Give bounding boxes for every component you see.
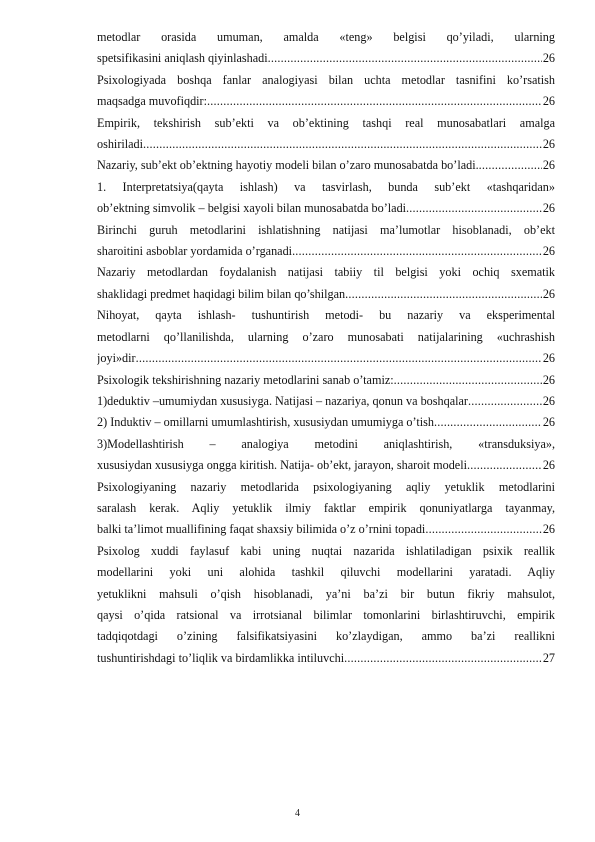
toc-entry-last-line (97, 348, 555, 369)
toc-page-number: 26 (542, 522, 555, 537)
toc-entry-text-line: saralash kerak. Aqliy yetuklik ilmiy faktlar empirik qonuniyatlarga tayanmay, (97, 500, 555, 515)
toc-entry-text-line: 3)Modellashtirish – analogiya metodini aniqlashtirish, «transduksiya», (97, 436, 555, 451)
toc-entry-text-line: spetsifikasini aniqlash qiyinlashadi (97, 51, 268, 66)
toc-entry-text-line: xususiydan xususiyga ongga kiritish. Natija- ob’ekt, jarayon, sharoit modeli (97, 458, 467, 473)
dot-leader (467, 455, 542, 476)
toc-entry-last-line (97, 155, 555, 176)
page-number: 4 (295, 808, 300, 819)
toc-entry-last-line (97, 519, 555, 540)
toc-entry-text-line: yetuklikni mahsuli o’qish hisoblanadi, ya’ni ba’zi bir butun fikriy mahsulot, (97, 586, 555, 601)
toc-entry-text-line: Psixologiyada boshqa fanlar analogiyasi bilan uchta metodlar tasnifini ko’rsatish (97, 72, 555, 87)
toc-page-number: 27 (542, 650, 555, 665)
toc-entry[interactable] (97, 262, 555, 305)
toc-entry-last-line (97, 370, 555, 391)
toc-entry-text-line: sharoitini asboblar yordamida o’rganadi (97, 244, 293, 259)
toc-entry[interactable] (97, 477, 555, 541)
toc-entry[interactable] (97, 70, 555, 113)
toc-entry-text-line: Psixologik tekshirishning nazariy metodlarini sanab o’tamiz: (97, 372, 394, 387)
toc-entry-text-line: tushuntirishdagi to’liqlik va birdamlikka intiluvchi (97, 650, 345, 665)
toc-page-number: 26 (542, 51, 555, 66)
toc-entry-text-line: metodlarni qo’llanilishda, ularning o’zaro munosabati natijalarining «uchrashish (97, 329, 555, 344)
toc-entry[interactable] (97, 434, 555, 477)
dot-leader (468, 391, 542, 412)
toc-page-number: 26 (542, 372, 555, 387)
toc-entry-text-line: Nazariy, sub’ekt ob’ektning hayotiy modeli bilan o’zaro munosabatda bo’ladi. (97, 158, 479, 173)
toc-page-number: 26 (542, 158, 555, 173)
toc-entry-text-line: oshiriladi (97, 137, 144, 152)
toc-entry-last-line (97, 455, 555, 476)
toc-entry[interactable] (97, 541, 555, 669)
dot-leader (406, 198, 542, 219)
toc-entry-text-line: qaysi o’qida ratsional va irrotsianal bilimlar tomonlarini birlashtiruvchi, empirik (97, 607, 555, 622)
dot-leader (479, 155, 542, 176)
toc-entry-text-line: Nihoyat, qayta ishlash- tushuntirish metodi- bu nazariy va eksperimental (97, 308, 555, 323)
toc-entry-text-line: Nazariy metodlardan foydalanish natijasi tabiiy til belgisi yoki ochiq sxematik (97, 265, 555, 280)
toc-entry[interactable] (97, 113, 555, 156)
table-of-contents (97, 27, 555, 669)
toc-page-number: 26 (542, 351, 555, 366)
dot-leader (344, 648, 542, 669)
toc-entry-text-line: Psixologiyaning nazariy metodlarida psixologiyaning aqliy yetuklik metodlarini (97, 479, 555, 494)
toc-page-number: 26 (542, 458, 555, 473)
toc-entry-last-line (97, 284, 555, 305)
toc-entry-text-line: 1. Interpretatsiya(qayta ishlash) va tasvirlash, bunda sub’ekt «tashqaridan» (97, 179, 555, 194)
dot-leader (207, 91, 542, 112)
toc-page-number: 26 (542, 137, 555, 152)
dot-leader (136, 348, 542, 369)
toc-page-number: 26 (542, 415, 555, 430)
toc-entry-last-line (97, 241, 555, 262)
toc-entry-text-line: maqsadga muvofiqdir: (97, 94, 208, 109)
toc-entry-last-line (97, 48, 555, 69)
toc-entry-text-line: 2) Induktiv – omillarni umumlashtirish, xususiydan umumiyga o’tish (97, 415, 434, 430)
toc-entry-text-line: shaklidagi predmet haqidagi bilim bilan qo’shilgan (97, 286, 346, 301)
toc-entry-text-line: Empirik, tekshirish sub’ekti va ob’ektining tashqi real munosabatlari amalga (97, 115, 555, 130)
toc-entry-last-line (97, 198, 555, 219)
toc-entry-last-line (97, 412, 555, 433)
toc-entry[interactable] (97, 391, 555, 412)
toc-entry-text-line: tadqiqotdagi o’zining falsifikatsiyasini ko’zlaydigan, ammo ba’zi reallikni (97, 629, 555, 644)
toc-page-number: 26 (542, 94, 555, 109)
toc-entry[interactable] (97, 220, 555, 263)
toc-entry[interactable] (97, 177, 555, 220)
toc-entry-text-line: joyi»dir (97, 351, 136, 366)
dot-leader (394, 370, 542, 391)
toc-entry[interactable] (97, 27, 555, 70)
toc-entry[interactable] (97, 370, 555, 391)
dot-leader (292, 241, 542, 262)
toc-entry-text-line: ob’ektning simvolik – belgisi xayoli bilan munosabatda bo’ladi (97, 201, 407, 216)
toc-entry-text-line: 1)deduktiv –umumiydan xususiyga. Natijasi – nazariya, qonun va boshqalar (97, 393, 468, 408)
toc-page-number: 26 (542, 286, 555, 301)
toc-entry-last-line (97, 391, 555, 412)
toc-entry[interactable] (97, 412, 555, 433)
toc-page-number: 26 (542, 201, 555, 216)
toc-entry[interactable] (97, 305, 555, 369)
toc-entry-text-line: Birinchi guruh metodlarini ishlatishning natijasi ma’lumotlar hisoblanadi, ob’ekt (97, 222, 555, 237)
dot-leader (434, 412, 542, 433)
toc-entry[interactable] (97, 155, 555, 176)
toc-page-number: 26 (542, 393, 555, 408)
toc-page-number: 26 (542, 244, 555, 259)
dot-leader (143, 134, 542, 155)
toc-entry-text-line: metodlar orasida umuman, amalda «teng» belgisi qo’yiladi, ularning (97, 30, 555, 44)
toc-entry-text-line: modellarini yoki uni alohida tashkil qiluvchi modellarini yaratadi. Aqliy (97, 565, 555, 580)
toc-entry-last-line (97, 648, 555, 669)
dot-leader (425, 519, 541, 540)
toc-entry-text-line: balki ta’limot muallifining faqat shaxsiy bilimida o’z o’rnini topadi (97, 522, 426, 537)
toc-entry-last-line (97, 134, 555, 155)
dot-leader (345, 284, 542, 305)
toc-entry-last-line (97, 91, 555, 112)
dot-leader (268, 48, 542, 69)
toc-entry-text-line: Psixolog xuddi faylasuf kabi uning nuqtai nazarida ishlatiladigan psixik reallik (97, 543, 555, 558)
